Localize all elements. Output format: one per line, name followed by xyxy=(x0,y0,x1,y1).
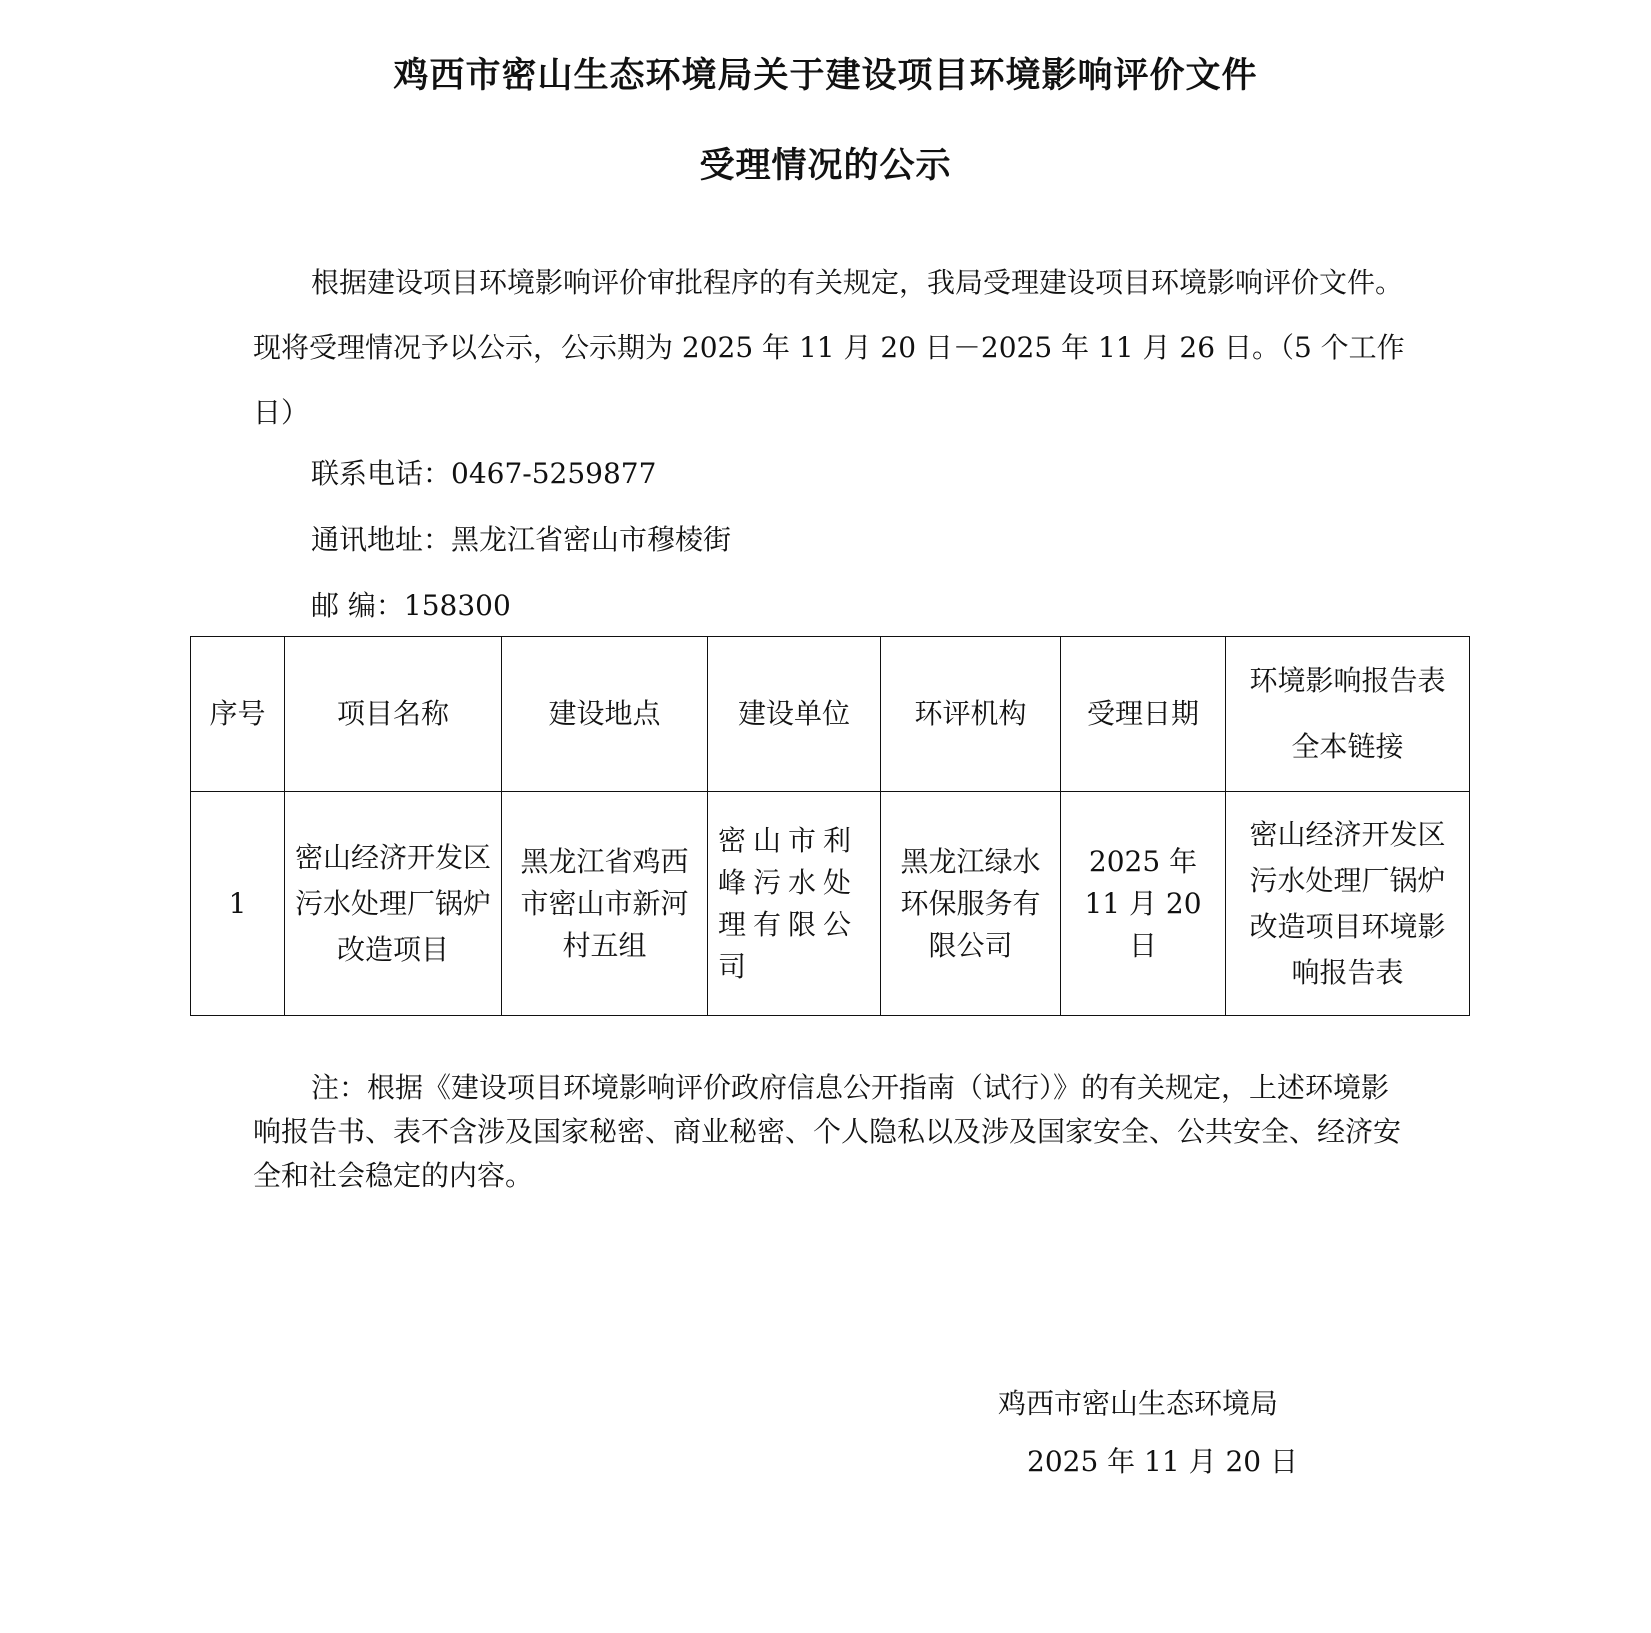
cell-eia-agency: 黑龙江绿水环保服务有限公司 xyxy=(881,792,1061,1016)
header-eia-agency: 环评机构 xyxy=(881,637,1061,792)
footnote: 注：根据《建设项目环境影响评价政府信息公开指南（试行）》的有关规定，上述环境影响报告书、表不含涉及国家秘密、商业秘密、个人隐私以及涉及国家安全、公共安全、经济安全和社会稳定的内容。 xyxy=(253,1071,1402,1192)
cell-report-link[interactable]: 密山经济开发区污水处理厂锅炉改造项目环境影响报告表 xyxy=(1226,792,1470,1016)
acceptance-table xyxy=(190,636,1470,1016)
signature-date: 2025 年 11 月 20 日 xyxy=(1027,1445,1299,1478)
signature-organization: 鸡西市密山生态环境局 xyxy=(998,1387,1279,1420)
header-project-name: 项目名称 xyxy=(285,637,502,792)
cell-location: 黑龙江省鸡西市密山市新河村五组 xyxy=(502,792,708,1016)
header-report-link: 环境影响报告表全本链接 xyxy=(1226,637,1470,792)
cell-project-name: 密山经济开发区污水处理厂锅炉改造项目 xyxy=(285,792,502,1016)
page-title-line-1: 鸡西市密山生态环境局关于建设项目环境影响评价文件 xyxy=(393,56,1258,96)
cell-accept-date: 2025 年 11 月 20 日 xyxy=(1061,792,1226,1016)
header-location: 建设地点 xyxy=(502,637,708,792)
contact-postcode: 邮 编：158300 xyxy=(311,589,511,622)
contact-address: 通讯地址：黑龙江省密山市穆棱街 xyxy=(311,523,732,556)
table-header-row xyxy=(191,637,1470,792)
contact-phone: 联系电话：0467-5259877 xyxy=(311,457,657,490)
page-title-line-2: 受理情况的公示 xyxy=(699,146,952,186)
intro-paragraph: 根据建设项目环境影响评价审批程序的有关规定，我局受理建设项目环境影响评价文件。现将受理情况予以公示，公示期为 2025 年 11 月 20 日－2025 年 11 月 26 日。（5 个工作日） xyxy=(253,266,1405,429)
header-builder: 建设单位 xyxy=(708,637,881,792)
header-accept-date: 受理日期 xyxy=(1061,637,1226,792)
table-row xyxy=(191,792,1470,1016)
header-index: 序号 xyxy=(191,637,285,792)
cell-index: 1 xyxy=(191,792,285,1016)
cell-builder: 密山市利峰污水处理有限公司 xyxy=(708,792,881,1016)
